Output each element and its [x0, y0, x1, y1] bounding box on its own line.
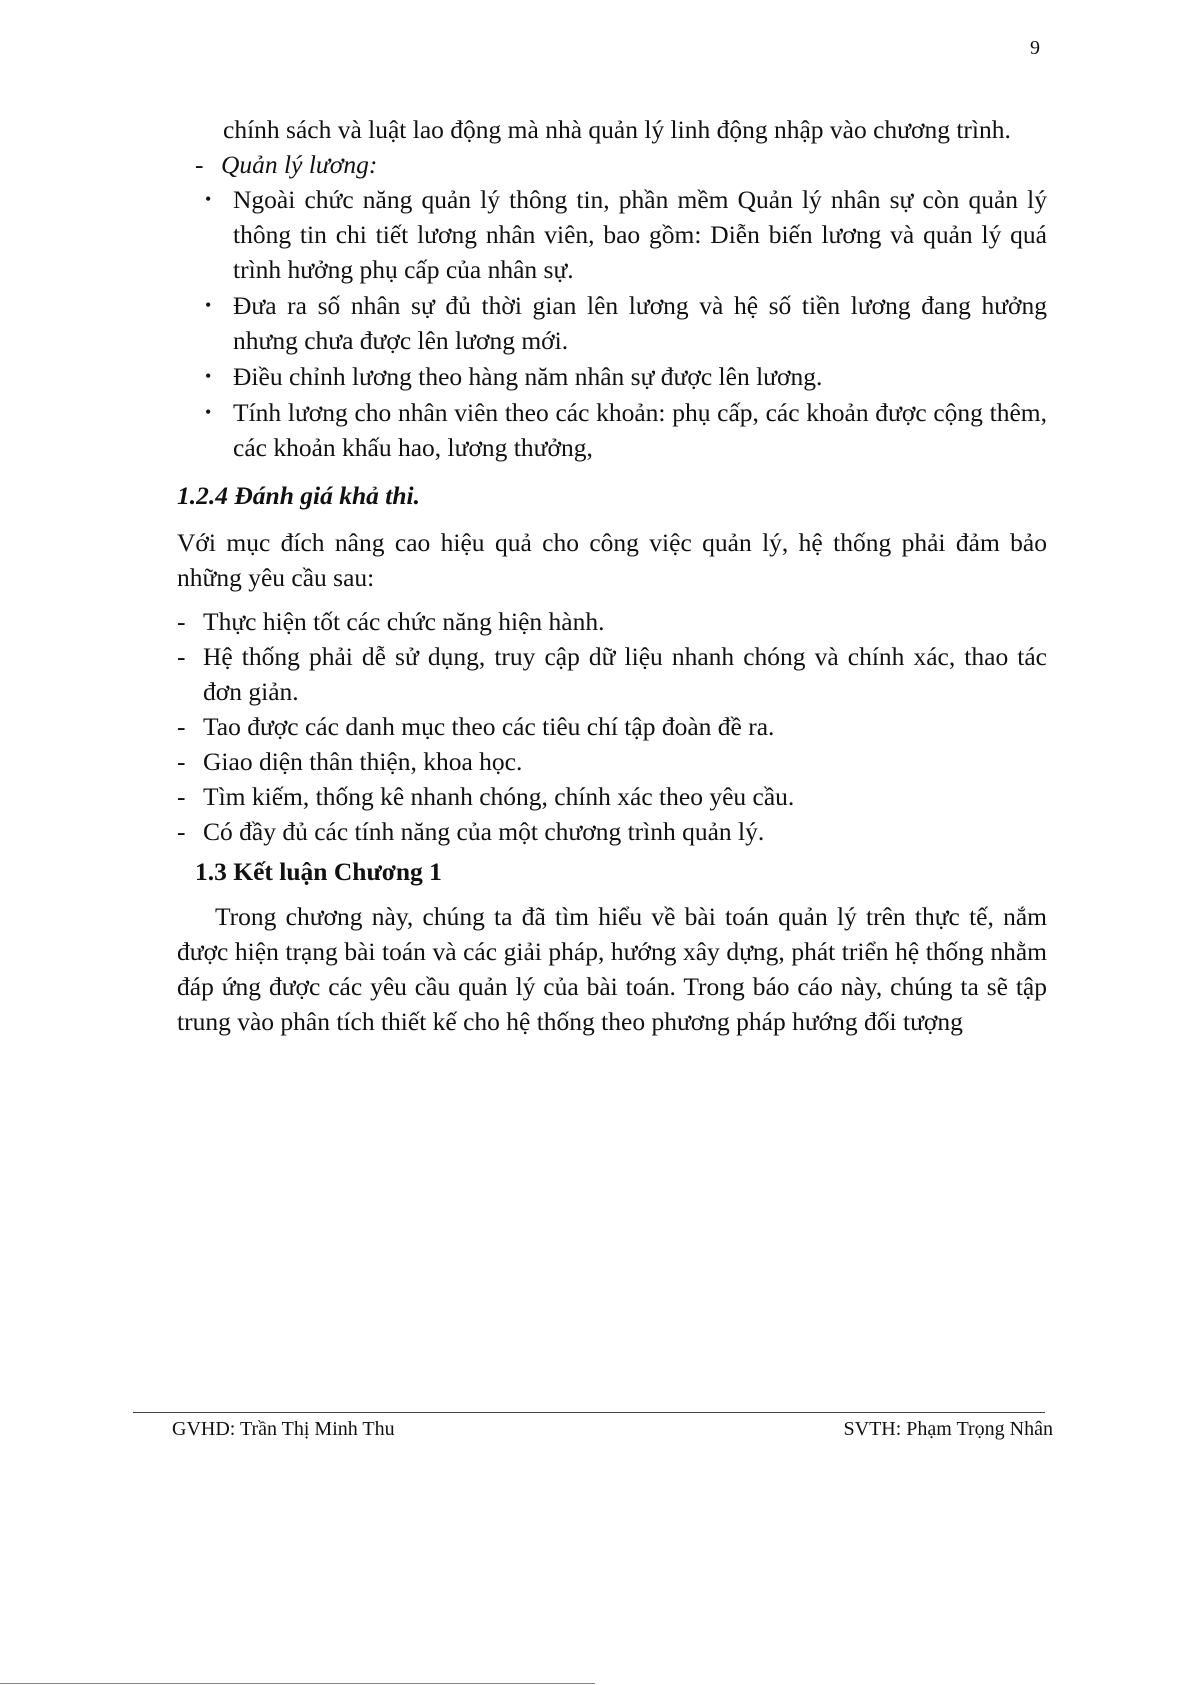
bullet-icon: • — [205, 189, 212, 209]
list-item — [177, 779, 1047, 814]
list-item — [177, 359, 1047, 394]
list-item-text: Có đầy đủ các tính năng của một chương trình quản lý. — [203, 817, 765, 846]
dash-marker: - — [177, 747, 186, 776]
bullet-icon: • — [205, 295, 212, 315]
list-item — [177, 814, 1047, 849]
dash-marker: - — [177, 782, 186, 811]
page-bottom-divider — [0, 1683, 595, 1684]
dash-marker: - — [195, 150, 204, 179]
salary-bullet-list — [177, 182, 1047, 465]
footer-supervisor: GVHD: Trần Thị Minh Thu — [172, 1418, 395, 1440]
bullet-icon: • — [205, 366, 212, 386]
list-item-text: Đưa ra số nhân sự đủ thời gian lên lương và hệ số tiền lương đang hưởng nhưng chưa được lên lương mới. — [233, 291, 1047, 355]
requirements-list — [177, 604, 1047, 849]
salary-management-heading — [195, 147, 1047, 182]
continuation-paragraph: chính sách và luật lao động mà nhà quản lý linh động nhập vào chương trình. — [223, 115, 1011, 144]
list-item-text: Thực hiện tốt các chức năng hiện hành. — [203, 607, 605, 636]
list-item — [177, 395, 1047, 465]
dash-marker: - — [177, 642, 186, 671]
list-item-text: Tìm kiếm, thống kê nhanh chóng, chính xác theo yêu cầu. — [203, 782, 795, 811]
dash-marker: - — [177, 607, 186, 636]
list-item-text: Hệ thống phải dễ sử dụng, truy cập dữ liệu nhanh chóng và chính xác, thao tác đơn giản. — [203, 642, 1047, 706]
list-item — [177, 639, 1047, 709]
list-item-text: Ngoài chức năng quản lý thông tin, phần mềm Quản lý nhân sự còn quản lý thông tin chi tiết lương nhân viên, bao gồm: Diễn biến lương và quản lý quá trình hưởng phụ cấp của nhân sự. — [233, 185, 1047, 284]
list-item — [177, 604, 1047, 639]
footer-divider — [133, 1412, 1045, 1413]
bullet-icon: • — [205, 402, 212, 422]
list-item-text: Tao được các danh mục theo các tiêu chí tập đoàn đề ra. — [203, 712, 775, 741]
section-heading-1-2-4: 1.2.4 Đánh giá khả thi. — [177, 481, 421, 510]
page-number: 9 — [1030, 37, 1040, 59]
list-item — [177, 288, 1047, 358]
list-item — [177, 182, 1047, 287]
section-heading-1-3: 1.3 Kết luận Chương 1 — [195, 857, 442, 886]
footer-student: SVTH: Phạm Trọng Nhân — [843, 1418, 1053, 1440]
salary-management-title: Quản lý lương: — [221, 150, 378, 179]
list-item-text: Điều chỉnh lương theo hàng năm nhân sự được lên lương. — [233, 362, 823, 391]
feasibility-intro: Với mục đích nâng cao hiệu quả cho công việc quản lý, hệ thống phải đảm bảo những yêu cầu sau: — [177, 528, 1047, 592]
list-item-text: Giao diện thân thiện, khoa học. — [203, 747, 523, 776]
dash-marker: - — [177, 817, 186, 846]
dash-marker: - — [177, 712, 186, 741]
conclusion-paragraph: Trong chương này, chúng ta đã tìm hiểu về bài toán quản lý trên thực tế, nắm được hiện trạng bài toán và các giải pháp, hướng xây dựng, phát triển hệ thống nhằm đáp ứng được các yêu cầu quản lý của bài toán. Trong báo cáo này, chúng ta sẽ tập trung vào phân tích thiết kế cho hệ thống theo phương pháp hướng đối tượng — [177, 902, 1047, 1036]
page-content — [177, 112, 1047, 1039]
list-item — [177, 709, 1047, 744]
list-item-text: Tính lương cho nhân viên theo các khoản: phụ cấp, các khoản được cộng thêm, các khoản khấu hao, lương thưởng, — [233, 398, 1047, 462]
list-item — [177, 744, 1047, 779]
